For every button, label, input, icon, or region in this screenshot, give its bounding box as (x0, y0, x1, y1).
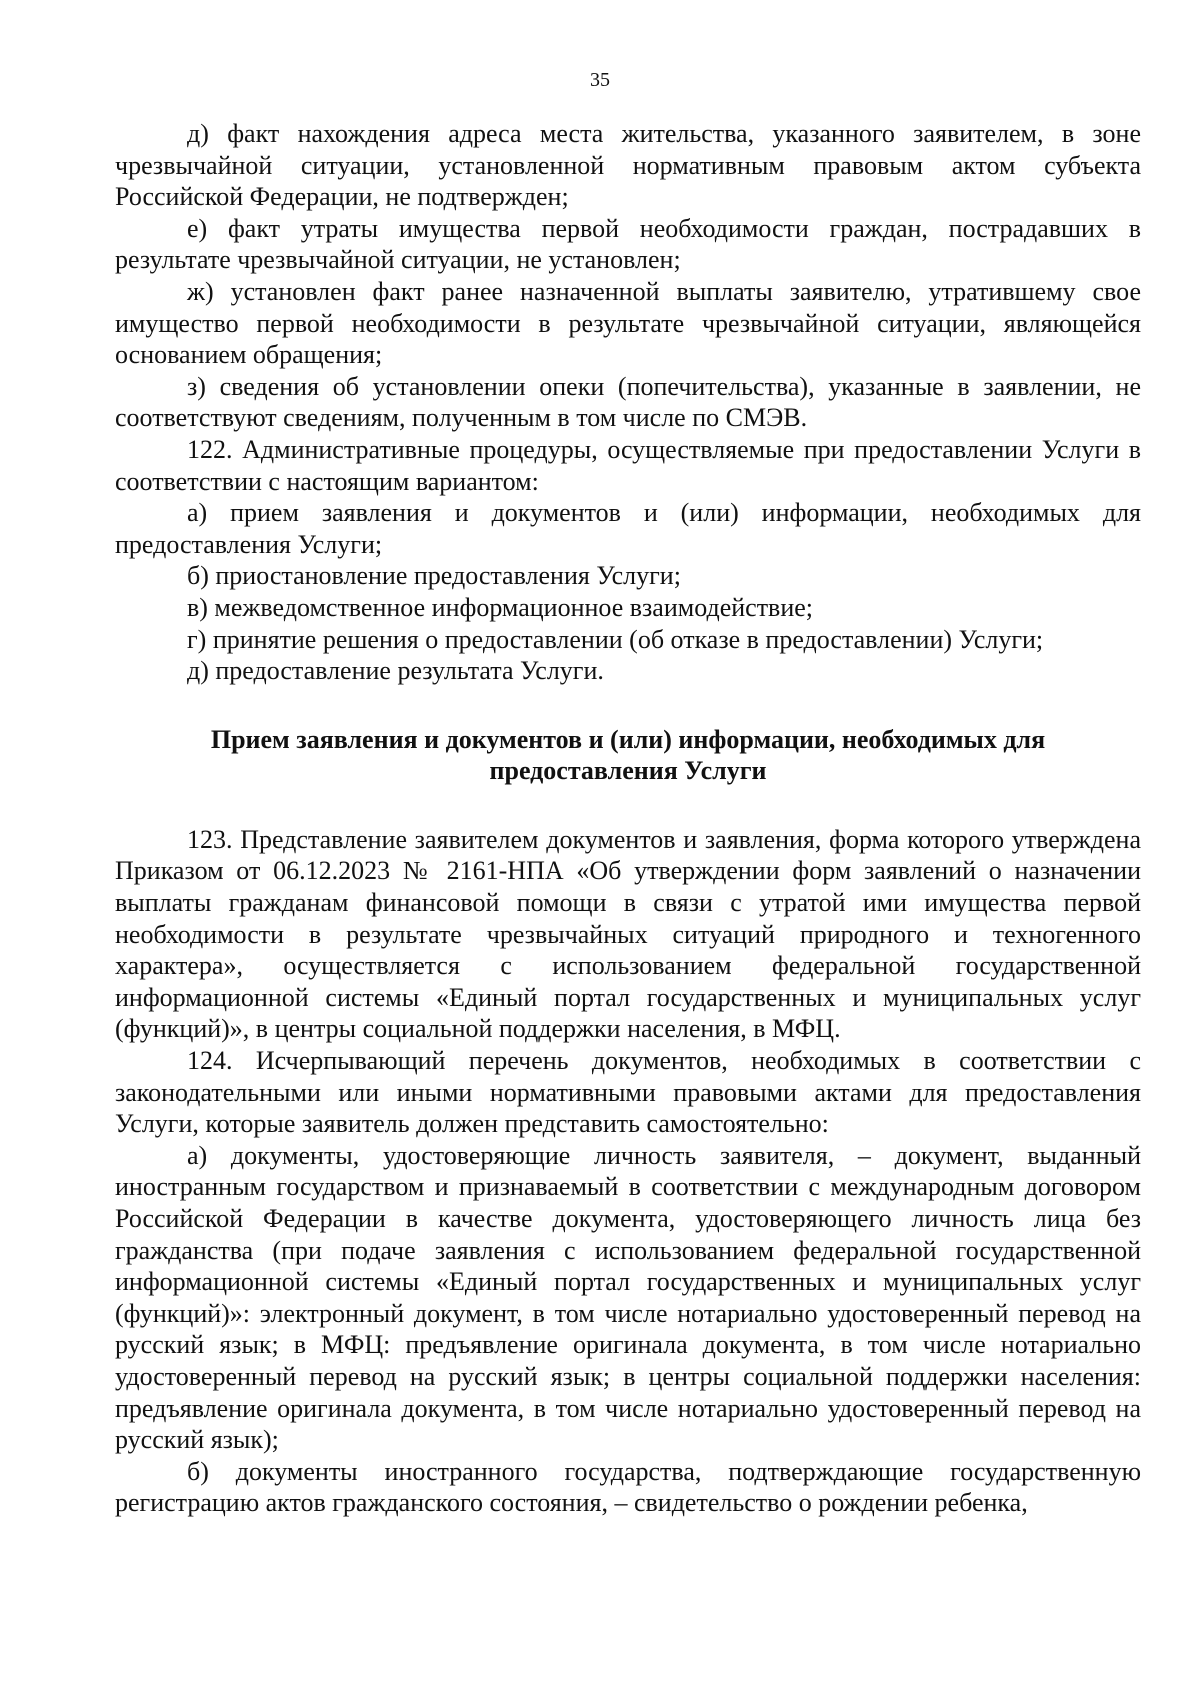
document-body (115, 118, 1141, 1519)
paragraph-122: 122. Административные процедуры, осуществляемые при предоставлении Услуги в соответствии с настоящим вариантом: (115, 434, 1141, 496)
paragraph-124-b: б) документы иностранного государства, подтверждающие государственную регистрацию актов гражданского состояния, – свидетельство о рождении ребенка, (115, 1456, 1141, 1518)
list-item-d: д) предоставление результата Услуги. (187, 656, 604, 686)
paragraph-124: 124. Исчерпывающий перечень документов, необходимых в соответствии с законодательными или иными нормативными правовыми актами для предоставления Услуги, которые заявитель должен представить самостоятельно: (115, 1046, 1141, 1139)
paragraph-123: 123. Представление заявителем документов и заявления, форма которого утверждена Приказом от 06.12.2023 № 2161-НПА «Об утверждении форм заявлений о назначении выплаты гражданам финансовой помощи в связи с утратой ими имущества первой необходимости в результате чрезвычайных ситуаций природного и техногенного характера», осуществляется с использованием федеральной государственной информационной системы «Единый портал государственных и муниципальных услуг (функций)», в центры социальной поддержки населения, в МФЦ. (115, 824, 1141, 1044)
paragraph-d-residence: д) факт нахождения адреса места жительства, указанного заявителем, в зоне чрезвычайной ситуации, установленной нормативным правовым актом субъекта Российской Федерации, не подтвержден; (115, 119, 1141, 212)
list-item-v: в) межведомственное информационное взаимодействие; (187, 592, 814, 622)
paragraph-z-guardianship: з) сведения об установлении опеки (попечительства), указанные в заявлении, не соответствуют сведениям, полученным в том числе по СМЭВ. (115, 371, 1141, 433)
paragraph-zh-prior-payment: ж) установлен факт ранее назначенной выплаты заявителю, утратившему свое имущество первой необходимости в результате чрезвычайной ситуации, являющейся основанием обращения; (115, 276, 1141, 370)
list-item-a: а) прием заявления и документов и (или) информации, необходимых для предоставления Услуги; (115, 498, 1141, 559)
list-item-g: г) принятие решения о предоставлении (об отказе в предоставлении) Услуги; (187, 624, 1044, 654)
paragraph-e-property-loss: е) факт утраты имущества первой необходимости граждан, пострадавших в результате чрезвычайной ситуации, не установлен; (115, 213, 1141, 275)
list-item-b: б) приостановление предоставления Услуги; (187, 561, 681, 591)
section-heading: Прием заявления и документов и (или) информации, необходимых для предоставления Услуги (210, 724, 1046, 786)
page-number: 35 (590, 69, 610, 91)
paragraph-124-a: а) документы, удостоверяющие личность заявителя, – документ, выданный иностранным государством и признаваемый в соответствии с международным договором Российской Федерации в качестве документа, удостоверяющего личность лица без гражданства (при подаче заявления с использованием федеральной государственной информационной системы «Единый портал государственных и муниципальных услуг (функций)»: электронный документ, в том числе нотариально удостоверенный перевод на русский язык; в МФЦ: предъявление оригинала документа, в том числе нотариально удостоверенный перевод на русский язык; в центры социальной поддержки населения: предъявление оригинала документа, в том числе нотариально удостоверенный перевод на русский язык); (115, 1140, 1141, 1455)
